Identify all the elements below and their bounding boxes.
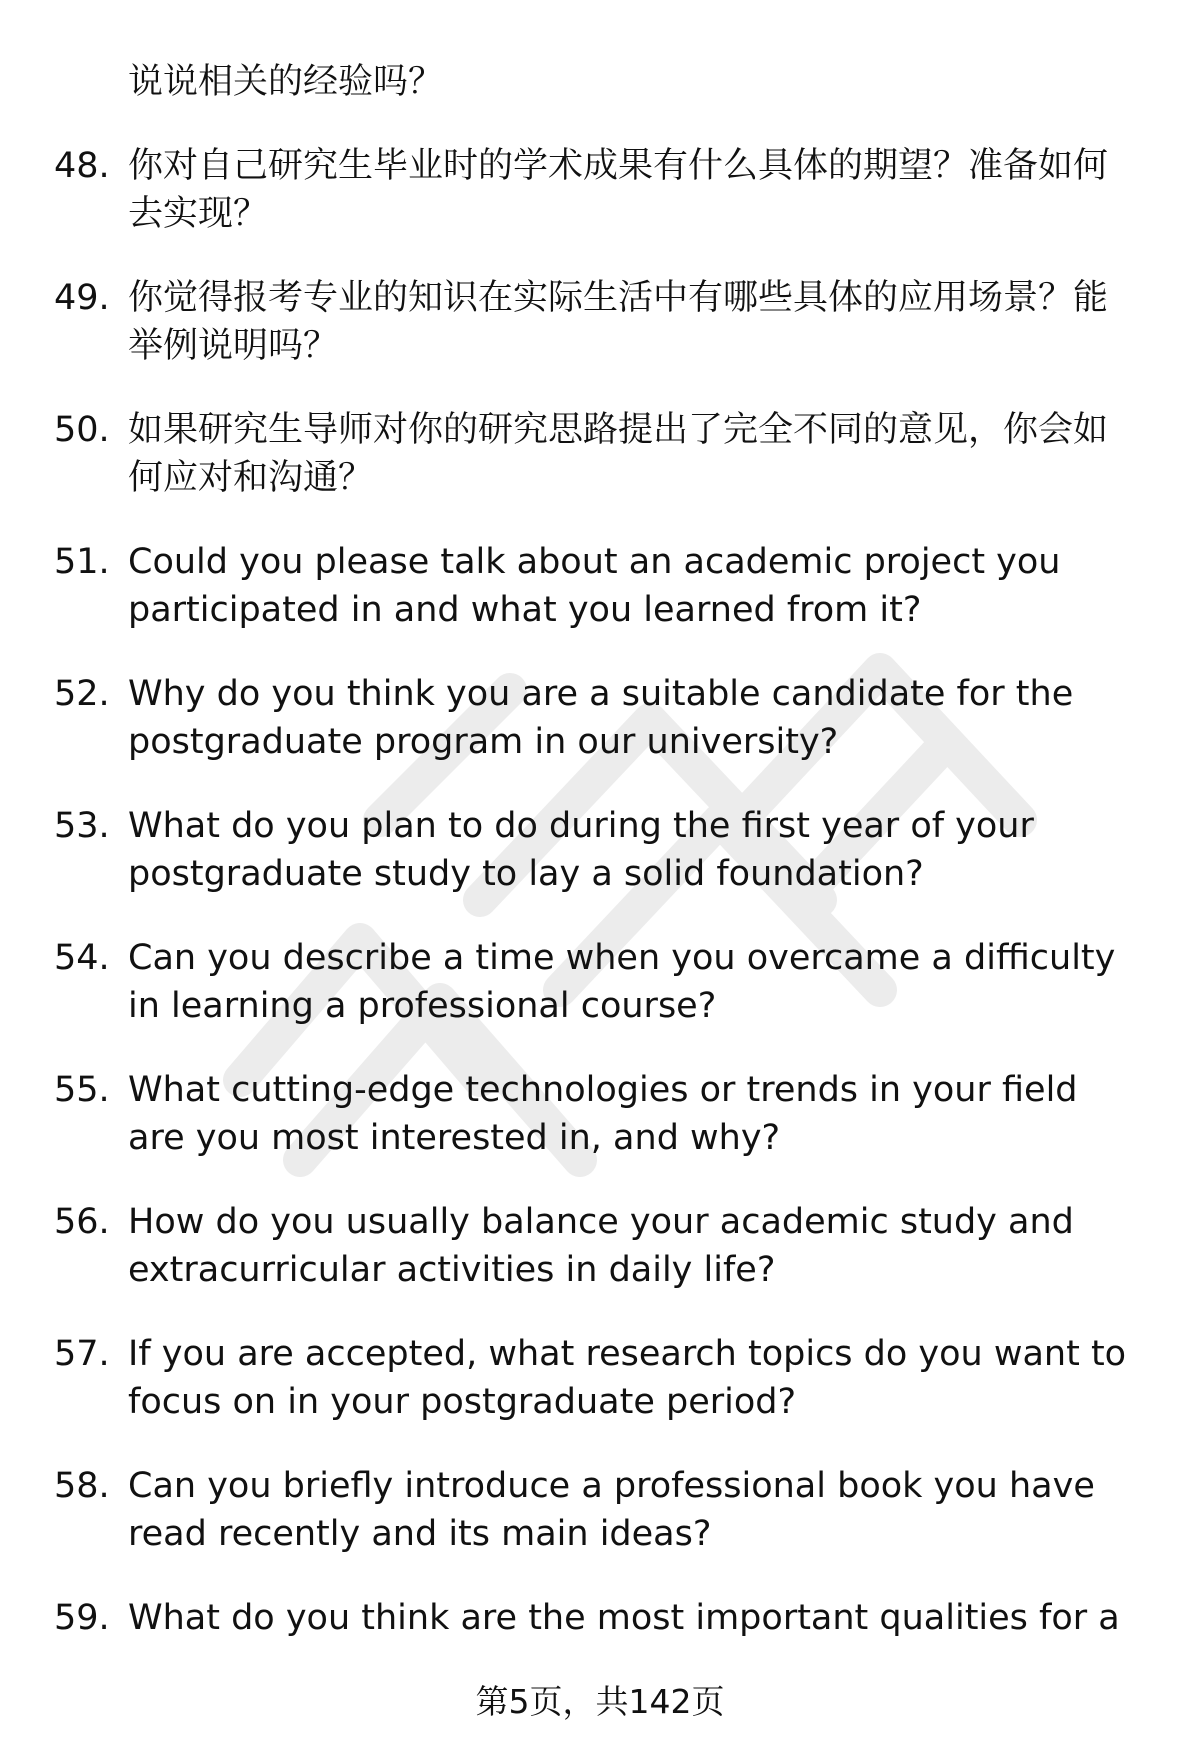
question-item-49 [0,274,1200,370]
question-text: Can you describe a time when you overcame a difficulty in learning a professional course? [128,938,1116,1026]
question-text: Why do you think you are a suitable candidate for the postgraduate program in our university? [128,674,1074,762]
question-number: 57. [54,1334,110,1374]
question-number: 50. [54,410,110,450]
question-number: 56. [54,1202,110,1242]
question-text: How do you usually balance your academic study and extracurricular activities in daily life? [128,1202,1074,1290]
question-item-58 [0,1462,1200,1558]
question-number: 59. [54,1598,110,1638]
page-footer [0,1680,1200,1724]
question-number: 54. [54,938,110,978]
question-item-52 [0,670,1200,766]
question-number: 51. [54,542,110,582]
question-number: 48. [54,146,110,186]
question-text: Could you please talk about an academic project you participated in and what you learned from it? [128,542,1061,630]
question-text: 如果研究生导师对你的研究思路提出了完全不同的意见，你会如何应对和沟通？ [128,410,1109,498]
question-item-53 [0,802,1200,898]
question-list [0,58,1200,1678]
question-item-55 [0,1066,1200,1162]
continuation-line [0,58,1200,106]
question-item-50 [0,406,1200,502]
question-item-54 [0,934,1200,1030]
question-number: 53. [54,806,110,846]
continuation-text: 说说相关的经验吗？ [128,62,444,102]
page-number-label: 第5页，共142页 [475,1682,725,1721]
question-number: 49. [54,278,110,318]
question-item-56 [0,1198,1200,1294]
question-item-48 [0,142,1200,238]
question-item-59 [0,1594,1200,1642]
question-item-57 [0,1330,1200,1426]
question-number: 55. [54,1070,110,1110]
question-text: Can you briefly introduce a professional book you have read recently and its main ideas? [128,1466,1095,1554]
question-number: 52. [54,674,110,714]
question-text: What do you plan to do during the first year of your postgraduate study to lay a solid foundation? [128,806,1034,894]
question-text: What do you think are the most important qualities for a [128,1598,1120,1638]
question-number: 58. [54,1466,110,1506]
question-text: 你对自己研究生毕业时的学术成果有什么具体的期望？准备如何去实现？ [128,146,1109,234]
question-text: If you are accepted, what research topics do you want to focus on in your postgraduate period? [128,1334,1127,1422]
question-item-51 [0,538,1200,634]
question-text: What cutting-edge technologies or trends in your field are you most interested in, and why? [128,1070,1078,1158]
question-text: 你觉得报考专业的知识在实际生活中有哪些具体的应用场景？能举例说明吗？ [128,278,1109,366]
